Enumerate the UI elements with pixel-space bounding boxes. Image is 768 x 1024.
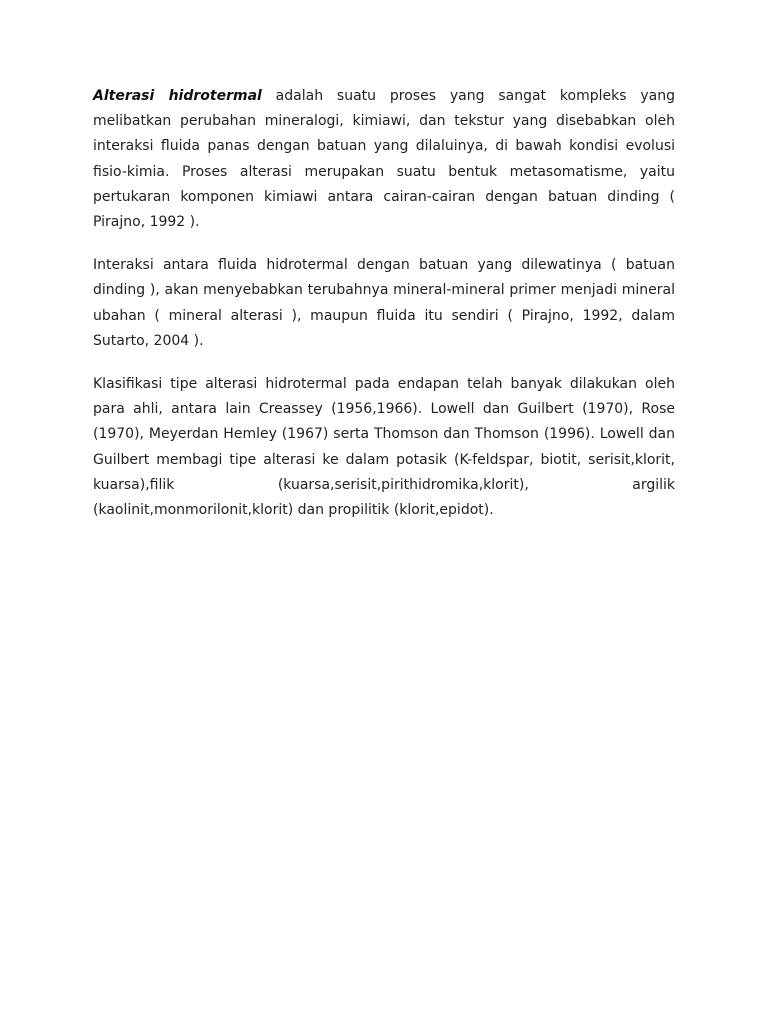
paragraph-text: Klasifikasi tipe alterasi hidrotermal pada endapan telah banyak dilakukan oleh para ahli, antara lain Creassey (1956,1966). Lowell dan Guilbert (1970), Rose (1970), Meyerdan Hemley (1967) serta Thomson dan Thomson (1996). Lowell dan Guilbert membagi tipe alterasi ke dalam potasik (K-feldspar, biotit, serisit,klorit, kuarsa),filik (kuarsa,serisit,pirithidromika,klorit), argilik (kaolinit,monmorilonit,klorit) dan propilitik (klorit,epidot). bbox=[93, 376, 675, 519]
paragraph-klasifikasi bbox=[93, 372, 675, 523]
paragraph-text: Interaksi antara fluida hidrotermal dengan batuan yang dilewatinya ( batuan dinding ), akan menyebabkan terubahnya mineral-mineral primer menjadi mineral ubahan ( mineral alterasi ), maupun fluida itu sendiri ( Pirajno, 1992, dalam Sutarto, 2004 ). bbox=[93, 257, 675, 349]
document-body bbox=[93, 84, 675, 541]
paragraph-interaksi bbox=[93, 253, 675, 354]
paragraph-text: adalah suatu proses yang sangat kompleks yang melibatkan perubahan mineralogi, kimiawi, dan tekstur yang disebabkan oleh interaksi fluida panas dengan batuan yang dilaluinya, di bawah kondisi evolusi fisio-kimia. Proses alterasi merupakan suatu bentuk metasomatisme, yaitu pertukaran komponen kimiawi antara cairan-cairan dengan batuan dinding ( Pirajno, 1992 ). bbox=[93, 88, 675, 231]
paragraph-alterasi-definition bbox=[93, 84, 675, 235]
term-alterasi-hidrotermal: Alterasi hidrotermal bbox=[93, 88, 262, 104]
